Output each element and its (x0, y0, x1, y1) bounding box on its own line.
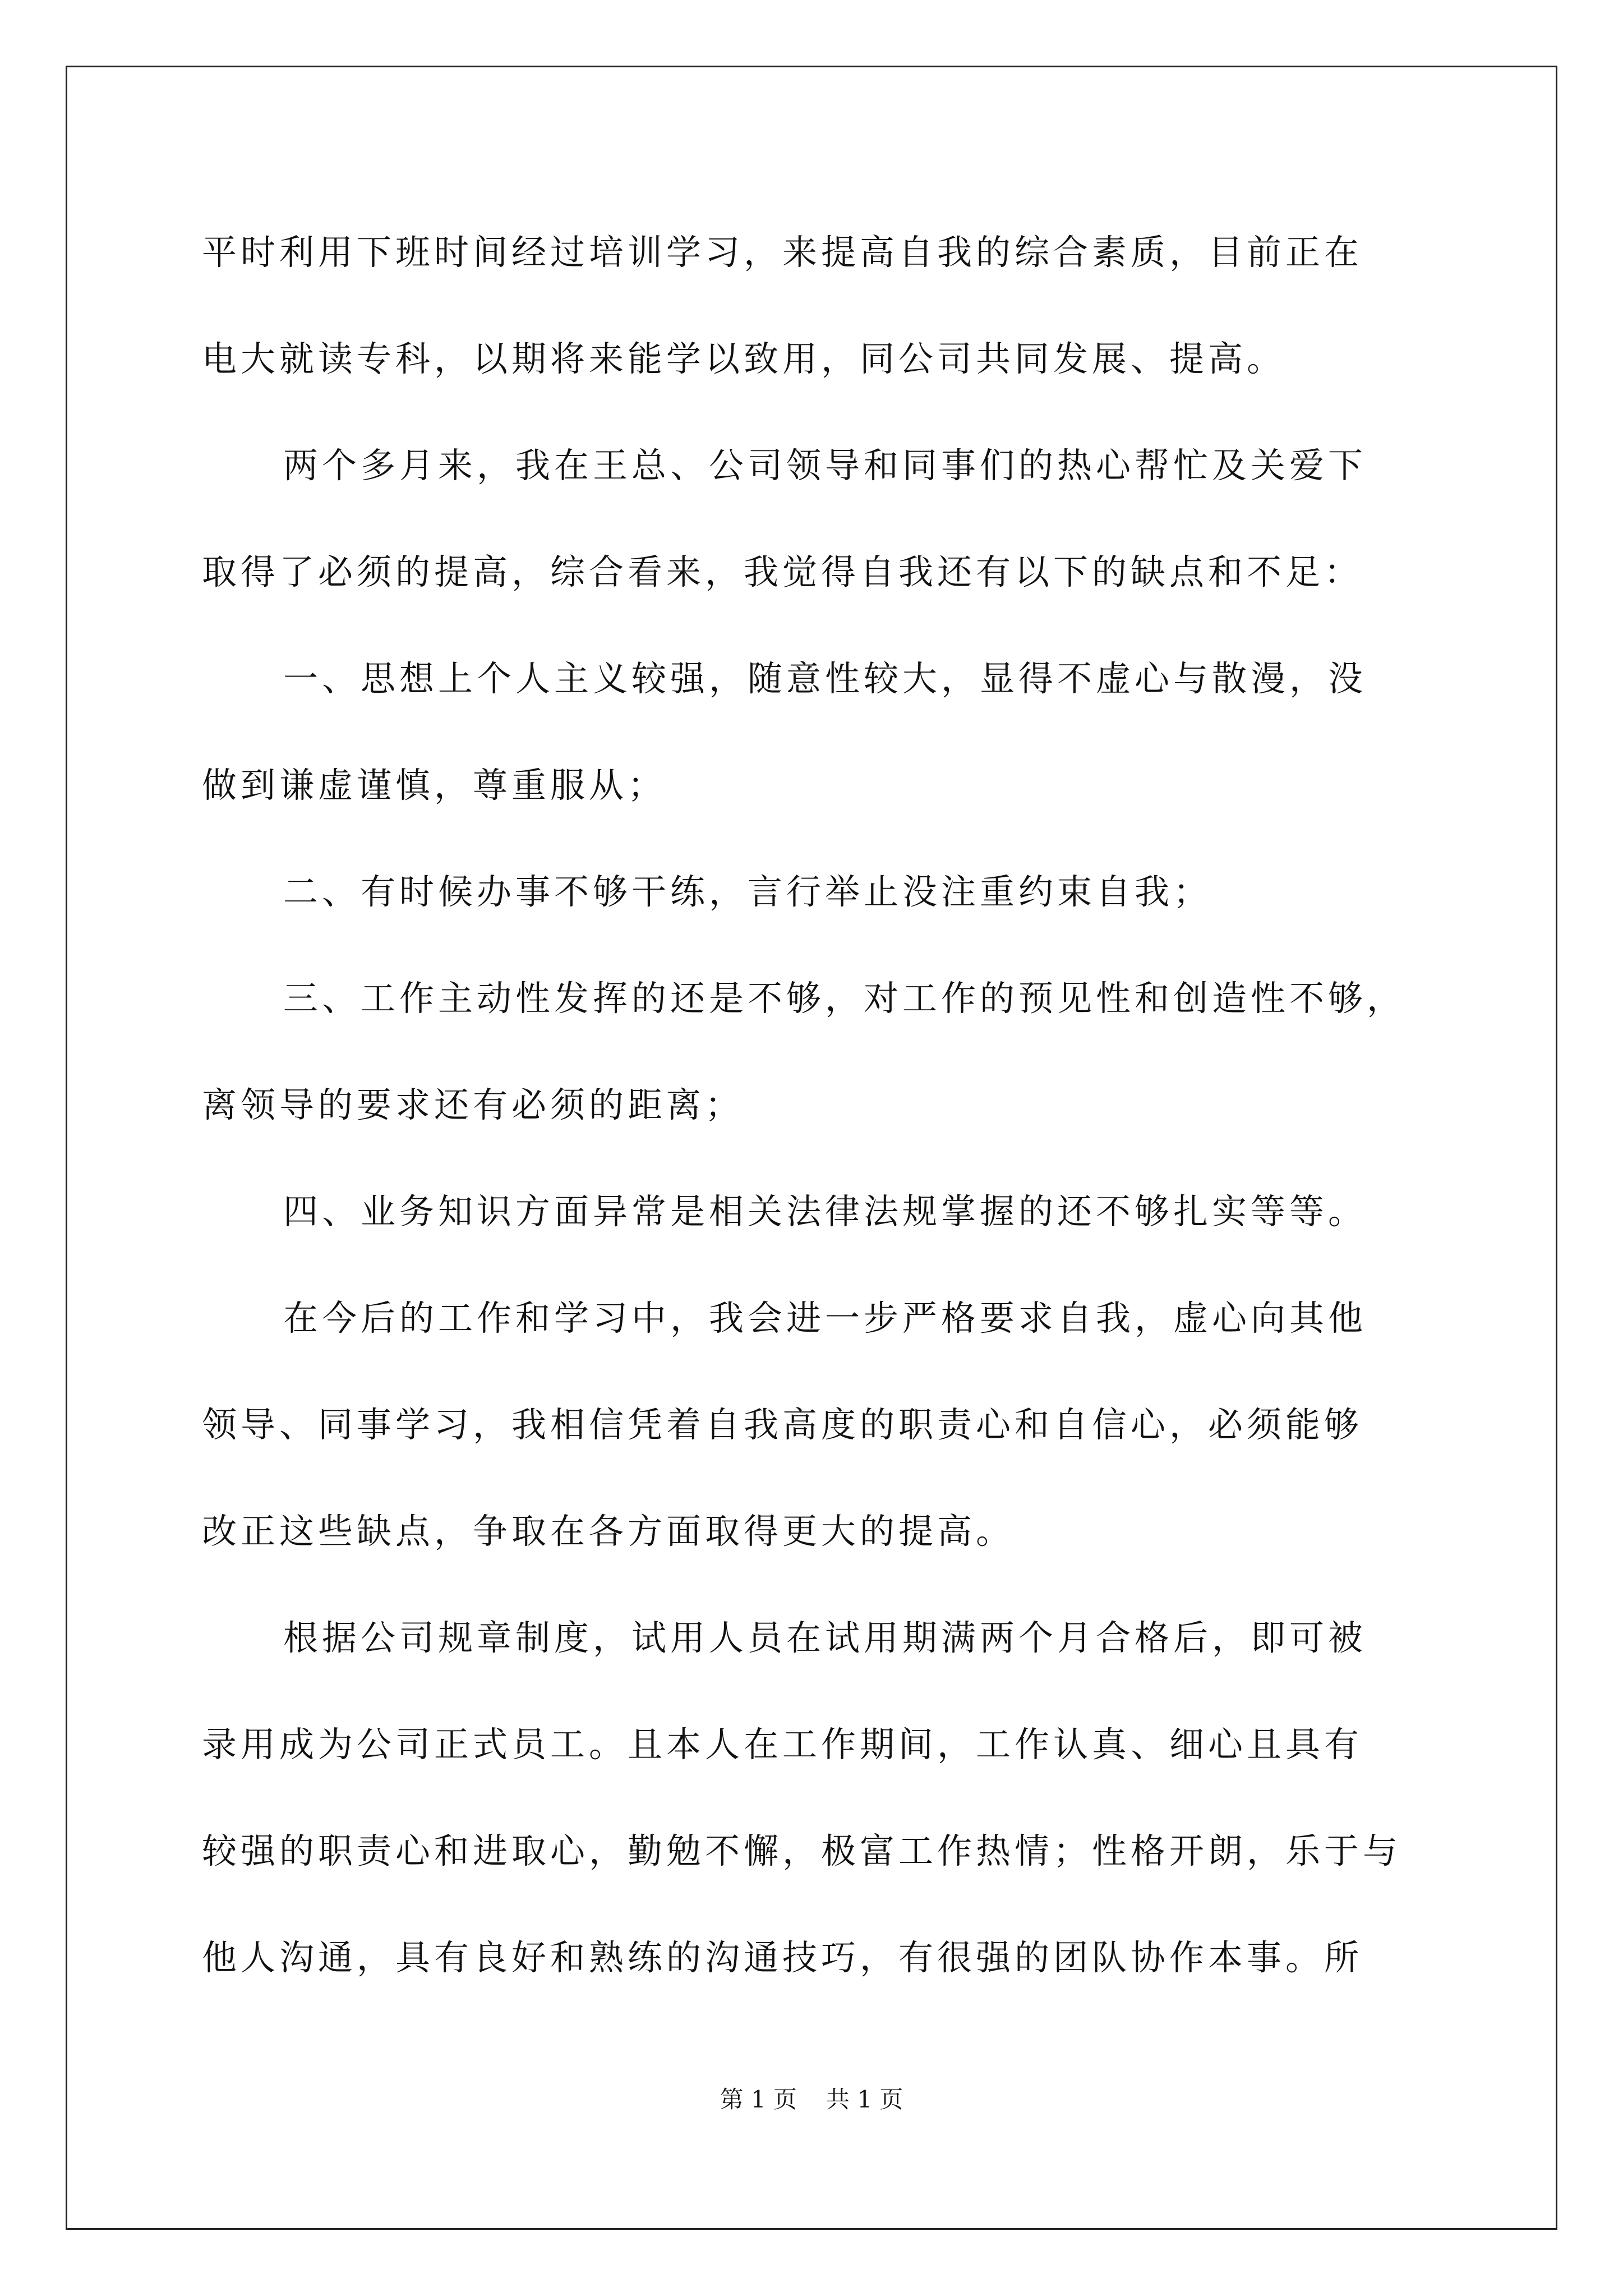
page-number-total: 共 1 页 (826, 2086, 903, 2113)
page-number-current: 第 1 页 (720, 2086, 797, 2113)
text-line: 离领导的要求还有必须的距离； (202, 1084, 744, 1125)
text-line: 改正这些缺点，争取在各方面取得更大的提高。 (202, 1511, 1015, 1552)
text-line: 三、工作主动性发挥的还是不够，对工作的预见性和创造性不够， (283, 978, 1406, 1019)
text-line: 领导、同事学习，我相信凭着自我高度的职责心和自信心，必须能够 (202, 1404, 1363, 1445)
page-border (66, 66, 1557, 2230)
text-line: 录用成为公司正式员工。且本人在工作期间，工作认真、细心且具有 (202, 1724, 1363, 1765)
text-line: 二、有时候办事不够干练，言行举止没注重约束自我； (283, 871, 1212, 912)
text-line: 平时利用下班时间经过培训学习，来提高自我的综合素质，目前正在 (202, 232, 1363, 273)
text-line: 他人沟通，具有良好和熟练的沟通技巧，有很强的团队协作本事。所 (202, 1937, 1363, 1978)
text-line: 做到谦虚谨慎，尊重服从； (202, 765, 667, 806)
text-line: 两个多月来，我在王总、公司领导和同事们的热心帮忙及关爱下 (283, 445, 1367, 486)
text-line: 四、业务知识方面异常是相关法律法规掌握的还不够扎实等等。 (283, 1191, 1367, 1232)
text-line: 取得了必须的提高，综合看来，我觉得自我还有以下的缺点和不足： (202, 551, 1363, 592)
text-line: 电大就读专科，以期将来能学以致用，同公司共同发展、提高。 (202, 338, 1286, 379)
text-line: 较强的职责心和进取心，勤勉不懈，极富工作热情；性格开朗，乐于与 (202, 1830, 1402, 1871)
page-footer (0, 2084, 1623, 2115)
text-line: 根据公司规章制度，试用人员在试用期满两个月合格后，即可被 (283, 1617, 1367, 1658)
text-line: 在今后的工作和学习中，我会进一步严格要求自我，虚心向其他 (283, 1297, 1367, 1338)
text-line: 一、思想上个人主义较强，随意性较大，显得不虚心与散漫，没 (283, 658, 1367, 699)
